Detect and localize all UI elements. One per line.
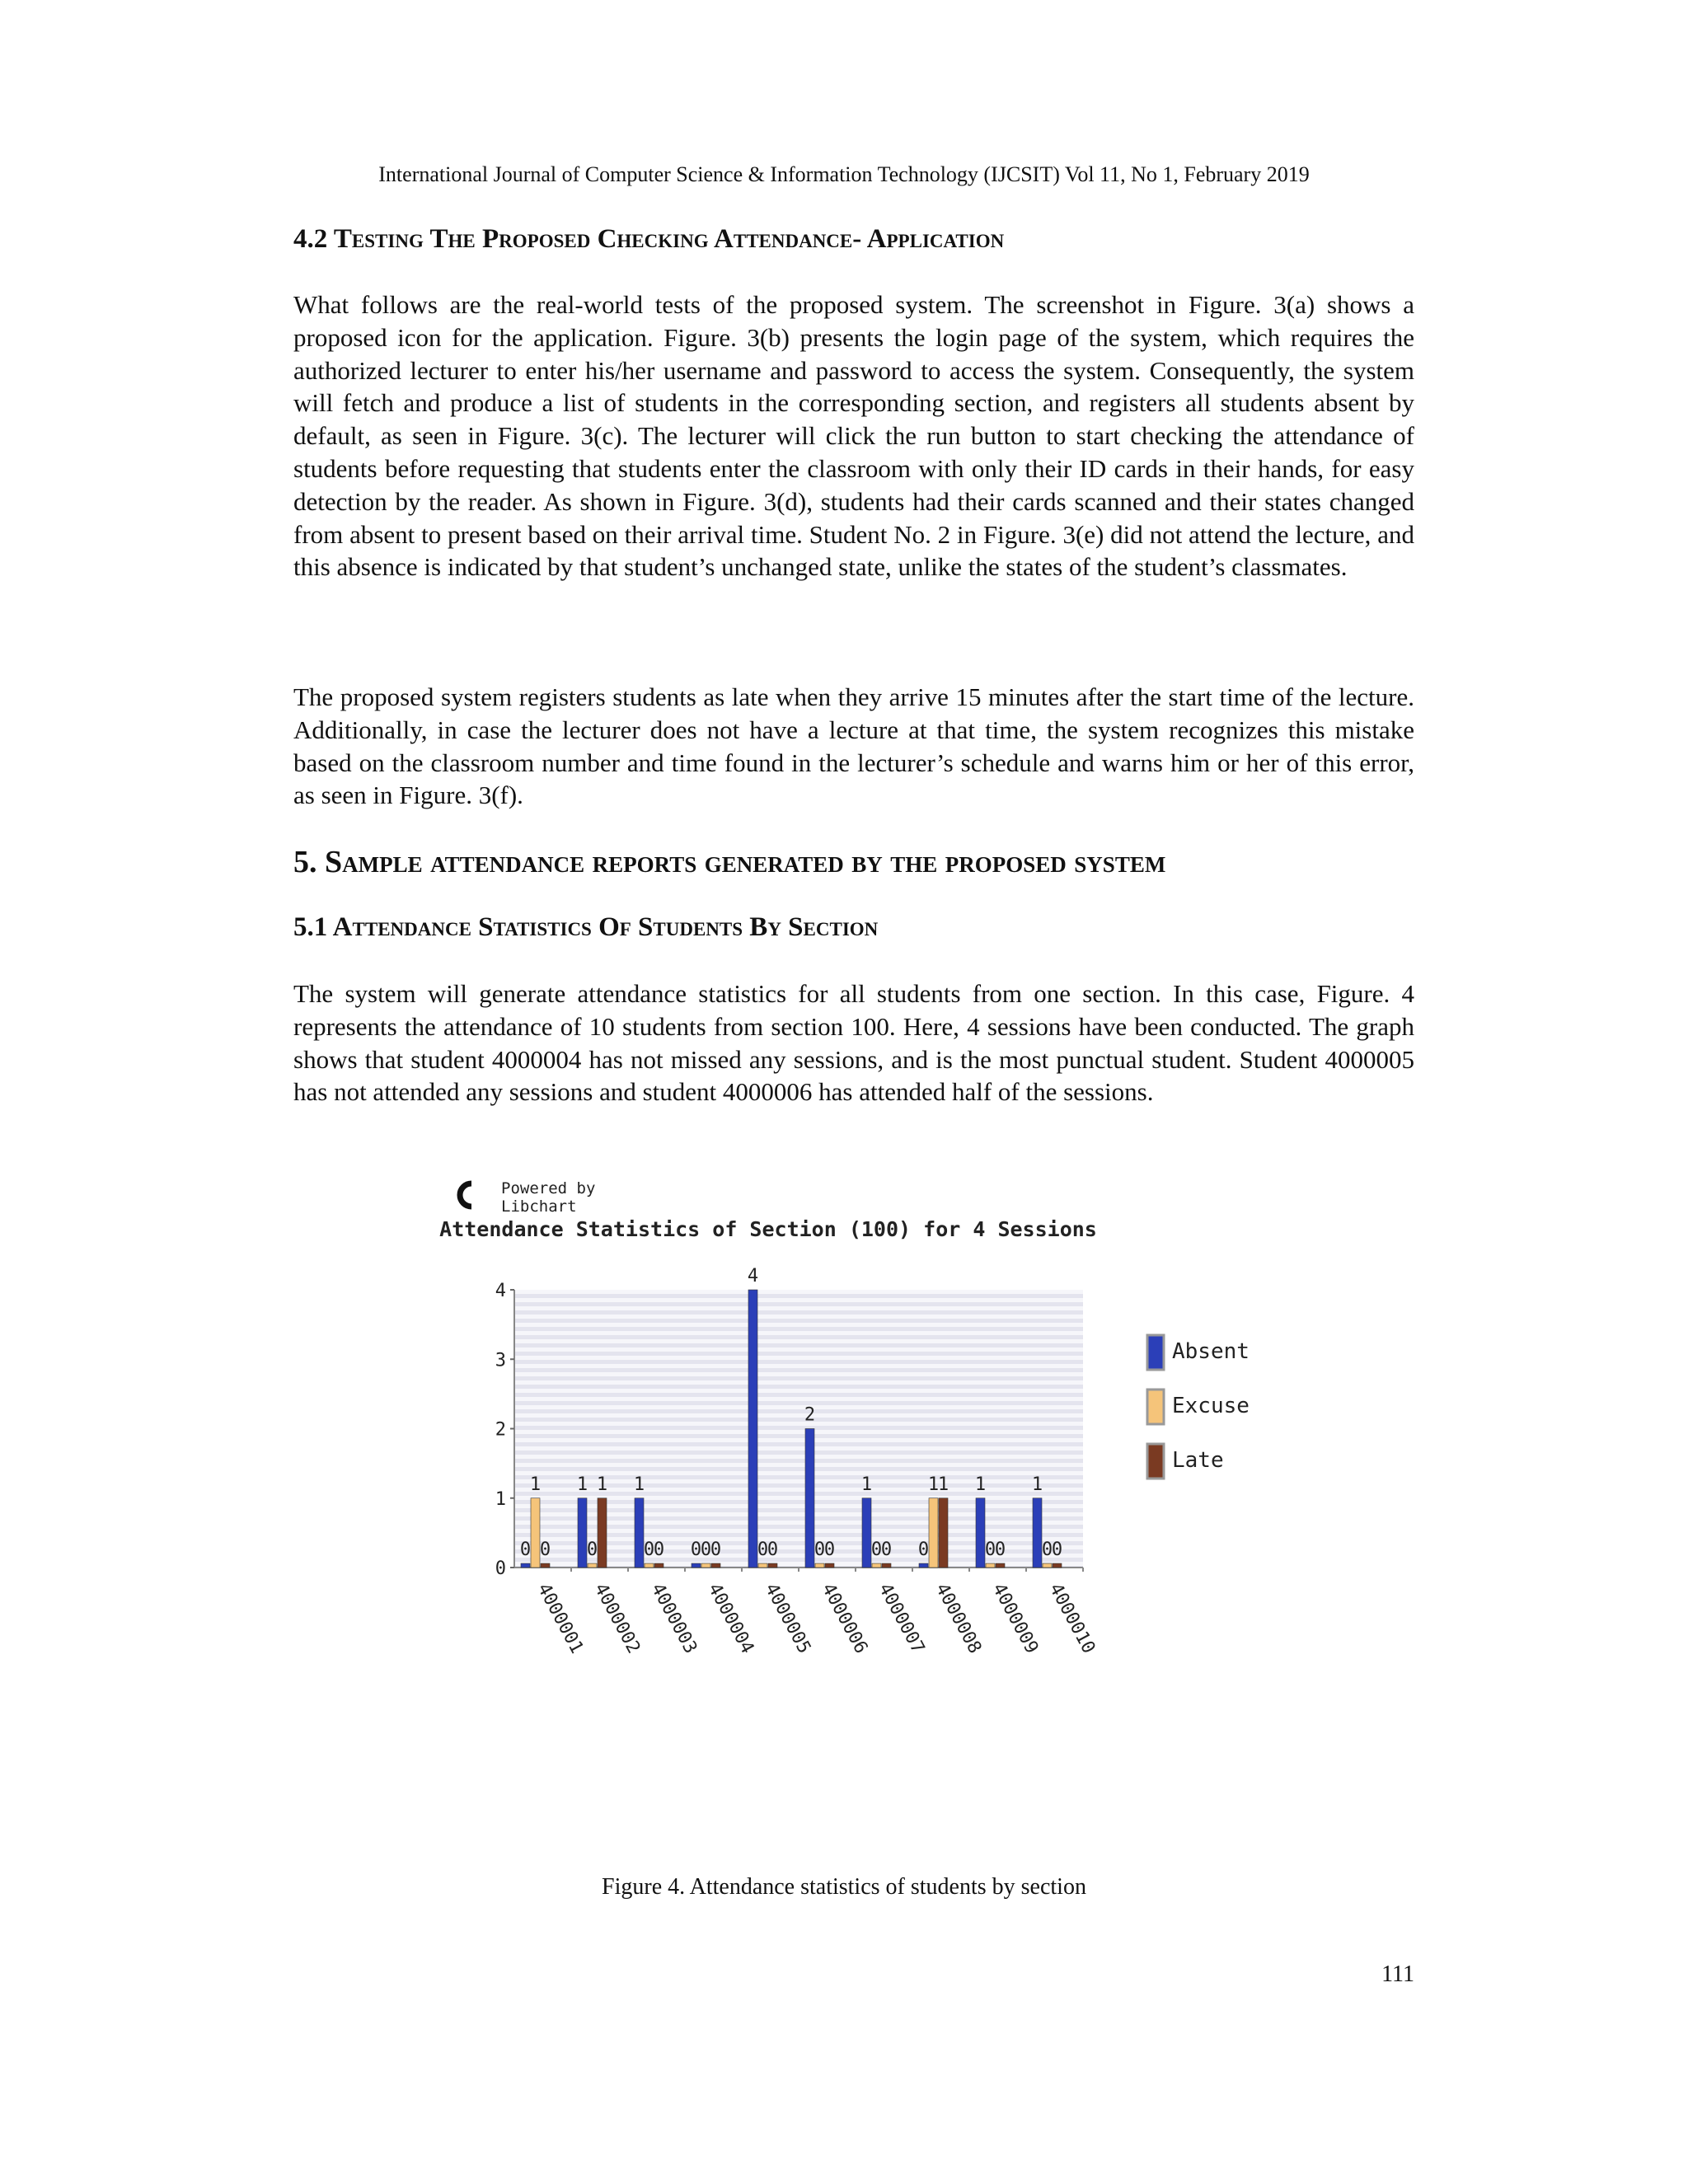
bar-absent xyxy=(805,1429,814,1568)
data-label: 0 xyxy=(917,1540,930,1560)
bar-absent xyxy=(692,1563,701,1568)
paragraph-3: The system will generate attendance statistics for all students from one section. In this case, Figure. 4 represents the attendance of 10 students from section 100. Here, 4 sessions have been conducted. The graph shows that student 4000004 has not missed any sessions, and is the most punctual student. Student 4000005 has not attended any sessions and student 4000006 has attended half of the sessions. xyxy=(293,979,1414,1107)
figure-caption: Figure 4. Attendance statistics of students by section xyxy=(602,1874,1086,1900)
x-tick-label: 4000001 xyxy=(532,1580,588,1657)
bar-excuse xyxy=(758,1563,767,1568)
bar-late xyxy=(598,1498,607,1568)
bar-late xyxy=(1053,1563,1062,1568)
bar-excuse xyxy=(929,1498,938,1568)
bar-late xyxy=(768,1563,777,1568)
paragraph-1: What follows are the real-world tests of the proposed system. The screenshot in Figure. 3(a) shows a proposed icon for the application. Figure. 3(b) presents the login page of the system, which requires the authorized lecturer to enter his/her username and password to access the system. Consequently, the system will fetch and produce a list of students in the corresponding section, and registers all students absent by default, as seen in Figure. 3(c). The lecturer will click the run button to start checking the attendance of students before requesting that students enter the classroom with only their ID cards in their hands, for easy detection by the reader. As shown in Figure. 3(d), students had their cards scanned and their states changed from absent to present based on their arrival time. Student No. 2 in Figure. 3(e) did not attend the lecture, and this absence is indicated by that student’s unchanged state, unlike the states of the student’s classmates. xyxy=(293,290,1414,582)
y-tick-label: 0 xyxy=(495,1558,506,1579)
attendance-chart xyxy=(439,1170,1250,1821)
y-tick-label: 4 xyxy=(495,1281,506,1301)
libchart-logo-icon xyxy=(460,1183,471,1207)
data-label: 1 xyxy=(937,1474,950,1495)
data-label: 0 xyxy=(814,1540,826,1560)
data-label: 0 xyxy=(1051,1540,1063,1560)
data-label: 0 xyxy=(519,1540,532,1560)
bar-excuse xyxy=(531,1498,540,1568)
x-tick-label: 4000006 xyxy=(817,1580,872,1657)
x-tick-label: 4000009 xyxy=(987,1580,1043,1657)
bar-absent xyxy=(1033,1498,1042,1568)
journal-header: International Journal of Computer Science & Information Technology (IJCSIT) Vol 11, No 1, February 2019 xyxy=(378,162,1310,186)
logo-text-line2: Libchart xyxy=(501,1197,577,1216)
legend-swatch-late xyxy=(1147,1444,1164,1479)
legend-label-excuse: Excuse xyxy=(1172,1394,1250,1418)
x-tick-label: 4000004 xyxy=(703,1580,758,1657)
bar-absent xyxy=(919,1563,928,1568)
data-label: 0 xyxy=(984,1540,996,1560)
bar-excuse xyxy=(588,1563,597,1568)
legend-swatch-excuse xyxy=(1147,1390,1164,1424)
paragraph-2: The proposed system registers students as late when they arrive 15 minutes after the start time of the lecture. Additionally, in case the lecturer does not have a lecture at that time, the system recognizes this mistake based on the classroom number and time found in the lecturer’s schedule and warns him or her of this error, as seen in Figure. 3(f). xyxy=(293,682,1414,810)
data-label: 1 xyxy=(1031,1474,1043,1495)
data-label: 0 xyxy=(823,1540,836,1560)
data-label: 0 xyxy=(994,1540,1006,1560)
page-number: 111 xyxy=(1381,1961,1414,1987)
legend xyxy=(1147,1335,1250,1479)
data-label: 2 xyxy=(804,1404,816,1426)
data-label: 0 xyxy=(710,1540,722,1560)
bar-late xyxy=(711,1563,720,1568)
bar-late xyxy=(882,1563,891,1568)
legend-swatch-absent xyxy=(1147,1335,1164,1370)
bar-absent xyxy=(578,1498,587,1568)
bar-absent xyxy=(976,1498,985,1568)
bar-absent xyxy=(748,1290,757,1568)
bar-late xyxy=(825,1563,834,1568)
bar-excuse xyxy=(986,1563,995,1568)
y-tick-label: 1 xyxy=(495,1488,506,1510)
data-label: 0 xyxy=(700,1540,712,1560)
bar-late xyxy=(996,1563,1005,1568)
section-5-title: 5. Sample attendance reports generated by the proposed system xyxy=(293,845,1166,879)
bar-late xyxy=(541,1563,550,1568)
data-label: 0 xyxy=(757,1540,769,1560)
logo-text-line1: Powered by xyxy=(501,1179,596,1197)
x-axis-labels xyxy=(533,1568,1100,1657)
bar-absent xyxy=(635,1498,644,1568)
legend-label-late: Late xyxy=(1172,1448,1224,1473)
bar-absent xyxy=(521,1563,530,1568)
x-tick-label: 4000003 xyxy=(646,1580,701,1657)
data-label: 0 xyxy=(880,1540,893,1560)
data-label: 1 xyxy=(633,1474,645,1495)
data-label: 1 xyxy=(596,1474,608,1495)
data-label: 0 xyxy=(767,1540,779,1560)
y-tick-label: 3 xyxy=(495,1350,506,1371)
legend-label-absent: Absent xyxy=(1172,1339,1250,1364)
bar-excuse xyxy=(815,1563,824,1568)
data-label: 0 xyxy=(586,1540,598,1560)
bar-excuse xyxy=(701,1563,710,1568)
libchart-logo xyxy=(460,1179,595,1216)
x-tick-label: 4000007 xyxy=(874,1580,929,1657)
bar-late xyxy=(654,1563,663,1568)
data-label: 1 xyxy=(974,1474,987,1495)
data-label: 0 xyxy=(539,1540,551,1560)
bar-excuse xyxy=(1043,1563,1052,1568)
chart-title: Attendance Statistics of Section (100) for 4 Sessions xyxy=(439,1217,1097,1241)
data-label: 1 xyxy=(927,1474,940,1495)
bar-excuse xyxy=(872,1563,881,1568)
bar-late xyxy=(939,1498,948,1568)
data-label: 0 xyxy=(653,1540,665,1560)
x-tick-label: 4000008 xyxy=(931,1580,986,1657)
section-4-2-title: 4.2 Testing The Proposed Checking Attendance- Application xyxy=(293,224,1005,254)
bar-excuse xyxy=(645,1563,654,1568)
y-tick-label: 2 xyxy=(495,1419,506,1441)
data-label: 0 xyxy=(643,1540,655,1560)
data-label: 0 xyxy=(870,1540,883,1560)
data-label: 1 xyxy=(529,1474,542,1495)
section-5-1-title: 5.1 Attendance Statistics Of Students By Section xyxy=(293,912,879,942)
bar-absent xyxy=(862,1498,871,1568)
x-tick-label: 4000002 xyxy=(589,1580,645,1657)
data-label: 1 xyxy=(860,1474,873,1495)
data-label: 0 xyxy=(690,1540,702,1560)
x-tick-label: 4000010 xyxy=(1044,1580,1100,1657)
data-label: 4 xyxy=(747,1266,759,1286)
data-label: 1 xyxy=(576,1474,588,1495)
x-tick-label: 4000005 xyxy=(760,1580,815,1657)
data-label: 0 xyxy=(1041,1540,1053,1560)
